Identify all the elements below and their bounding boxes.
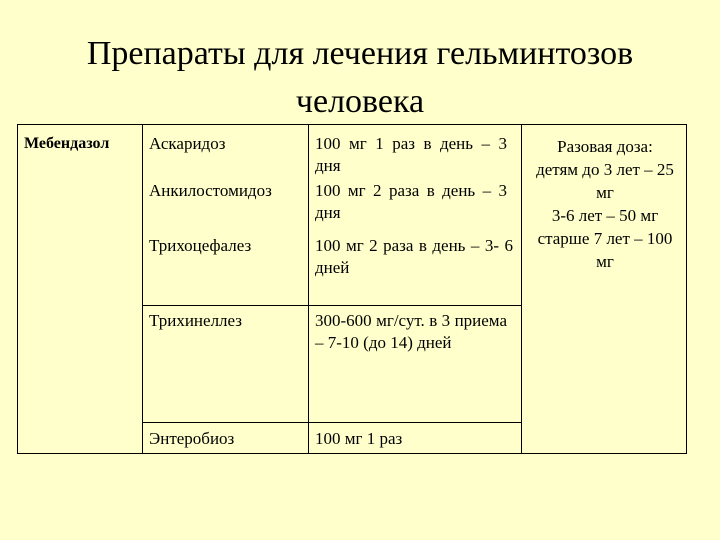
title-line-1: Препараты для лечения гельминтозов [86, 35, 634, 72]
single-dose-line: 3-6 лет – 50 мг [551, 206, 659, 225]
disease-cell: Энтеробиоз [149, 429, 235, 448]
dose-cell: 100 мг 1 раз в день – 3 дня [315, 134, 507, 175]
drug-table [17, 124, 687, 454]
disease-cell: Трихоцефалез [149, 236, 252, 255]
column-divider [521, 125, 522, 453]
drug-name: Мебендазол [24, 135, 110, 152]
title-line-2: человека [295, 83, 425, 120]
disease-cell: Аскаридоз [149, 134, 226, 153]
column-divider [308, 125, 309, 453]
page-title [0, 30, 720, 126]
disease-cell: Анкилостомидоз [149, 181, 272, 200]
dose-cell: 100 мг 1 раз [315, 429, 403, 448]
single-dose-line: старше 7 лет – 100 [537, 229, 673, 248]
column-divider [142, 125, 143, 453]
single-dose-line: Разовая доза: [557, 137, 653, 156]
row-divider [142, 305, 521, 306]
dose-cell: 300-600 мг/сут. в 3 приема – 7-10 (до 14) дней [315, 311, 507, 352]
single-dose-line: детям до 3 лет – 25 [536, 160, 674, 179]
row-divider [142, 422, 521, 423]
single-dose-line: мг [596, 183, 614, 202]
single-dose-line: мг [596, 252, 614, 271]
disease-cell: Трихинеллез [149, 311, 243, 330]
dose-cell: 100 мг 2 раза в день – 3 дня [315, 181, 507, 222]
dose-cell: 100 мг 2 раза в день – 3- 6 дней [315, 236, 513, 277]
single-dose-note [523, 135, 687, 273]
